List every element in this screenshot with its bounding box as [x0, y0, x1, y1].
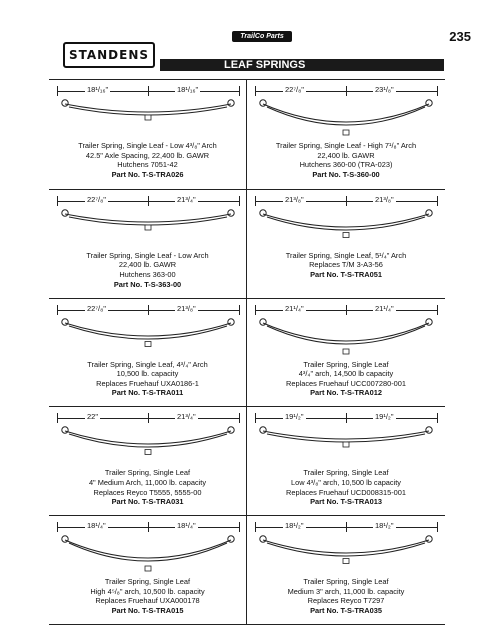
standens-logo: [63, 42, 155, 68]
dimension-line: [57, 84, 239, 98]
left-spring-eye: [260, 318, 266, 324]
end-tick: [255, 413, 256, 423]
spring-leaf-top: [65, 323, 231, 336]
spec-line: Low 4³/₈" arch, 10,500 lb capacity: [290, 477, 402, 487]
spring-item: [49, 80, 247, 189]
spring-item: [49, 406, 247, 515]
leaf-spring-drawing: [255, 534, 437, 574]
spec-line: Hutchens 7051-42: [117, 160, 178, 170]
center-bolt: [343, 232, 349, 237]
center-bolt: [145, 566, 151, 571]
left-spring-eye: [62, 100, 68, 106]
right-spring-eye: [228, 210, 234, 216]
leaf-spring-drawing: [57, 425, 239, 465]
right-spring-eye: [228, 318, 234, 324]
leaf-spring-drawing: [255, 317, 437, 357]
spring-item: [49, 298, 247, 407]
spring-item: [247, 80, 445, 189]
part-number: Part No. T-S-TRA013: [310, 497, 382, 507]
spec-line: 10,500 lb. capacity: [116, 369, 179, 379]
spring-leaf-bottom: [267, 217, 425, 230]
spring-item: [247, 189, 445, 298]
leaf-spring-drawing: [57, 208, 239, 248]
spring-item: [49, 189, 247, 298]
spec-line: High 4⁵/₈" arch, 10,500 lb. capacity: [90, 586, 205, 596]
left-dimension: 22": [87, 412, 99, 422]
spec-line: 42.5" Axle Spacing, 22,400 lb. GAWR: [85, 150, 210, 160]
spring-description: [51, 360, 244, 398]
right-dimension: 23¹/₈": [375, 85, 394, 94]
spec-line: Trailer Spring, Single Leaf: [104, 468, 191, 478]
center-bolt: [343, 130, 349, 135]
right-dimension: 21³/₄": [177, 194, 196, 204]
left-dimension: 22⁷/₈": [285, 85, 304, 94]
spec-line: Replaces T/M 3-A3-56: [309, 260, 383, 270]
part-number: Part No. T-S-TRA026: [111, 169, 184, 179]
end-tick: [437, 413, 438, 423]
center-tick: [346, 413, 347, 423]
page-number: 235: [449, 29, 471, 44]
end-tick: [239, 522, 240, 532]
part-number: Part No. T-S-TRA031: [111, 497, 184, 507]
spring-description: [249, 360, 443, 398]
dimension-line: [57, 520, 239, 534]
end-tick: [239, 413, 240, 423]
right-dimension: 21³/₈": [375, 194, 394, 204]
right-spring-eye: [426, 100, 432, 106]
end-tick: [437, 86, 438, 96]
part-number: Part No. T-S-TRA011: [111, 388, 184, 398]
spec-line: Replaces Reyco T7297: [307, 596, 385, 606]
center-tick: [148, 305, 149, 315]
left-dimension: 18¹/₁₆": [87, 85, 109, 94]
leaf-spring-drawing: [57, 98, 239, 138]
center-tick: [148, 86, 149, 96]
spring-description: [249, 577, 443, 615]
end-tick: [255, 86, 256, 96]
spec-line: Trailer Spring, Single Leaf: [303, 359, 389, 369]
spec-line: Trailer Spring, Single Leaf - Low 4³/₈" Arch: [78, 141, 217, 150]
left-spring-eye: [260, 210, 266, 216]
end-tick: [255, 522, 256, 532]
spec-line: Medium 3" arch, 11,000 lb. capacity: [287, 586, 405, 596]
spring-leaf-bottom: [69, 326, 227, 339]
spec-line: Replaces Fruehauf UXA0186-1: [96, 378, 199, 388]
spring-description: [249, 141, 443, 179]
spring-item: [49, 515, 247, 624]
spec-line: Replaces Fruehauf UCD008315-001: [286, 487, 406, 497]
center-tick: [148, 196, 149, 206]
spec-line: Hutchens 360-00 (TRA-023): [299, 160, 393, 170]
section-header-bar: [160, 59, 444, 71]
part-number: Part No. T-S-TRA035: [310, 605, 382, 615]
right-dimension: 19¹/₂": [375, 412, 394, 422]
left-dimension: 22⁷/₈": [87, 303, 106, 313]
part-number: Part No. T-S-TRA012: [310, 388, 382, 398]
dimension-line: [57, 303, 239, 317]
part-number: Part No. T-S-TRA015: [111, 605, 184, 615]
center-tick: [148, 413, 149, 423]
right-spring-eye: [228, 427, 234, 433]
part-number: Part No. T-S-360-00: [312, 169, 380, 179]
end-tick: [57, 305, 58, 315]
spring-item: [247, 298, 445, 407]
end-tick: [437, 305, 438, 315]
center-bolt: [145, 225, 151, 230]
end-tick: [437, 522, 438, 532]
part-number: Part No. T-S-TRA051: [310, 269, 382, 279]
left-dimension: 18¹/₂": [285, 521, 304, 531]
right-spring-eye: [228, 536, 234, 542]
center-bolt: [145, 450, 151, 455]
spring-grid: [49, 79, 445, 625]
part-number: Part No. T-S-363-00: [113, 279, 182, 289]
center-tick: [148, 522, 149, 532]
spring-leaf-top: [263, 540, 429, 553]
left-dimension: 21¹/₄": [285, 303, 304, 313]
center-bolt: [145, 115, 151, 120]
dimension-line: [255, 194, 437, 208]
spec-line: Trailer Spring, Single Leaf - Low Arch: [86, 250, 209, 260]
spec-line: Trailer Spring, Single Leaf: [303, 468, 389, 478]
spec-line: 22,400 lb. GAWR: [317, 150, 375, 160]
left-dimension: 19¹/₂": [285, 412, 304, 422]
right-dimension: 18¹/₄": [177, 521, 196, 531]
left-spring-eye: [62, 427, 68, 433]
right-spring-eye: [426, 318, 432, 324]
end-tick: [239, 196, 240, 206]
center-bolt: [343, 349, 349, 354]
center-tick: [346, 305, 347, 315]
left-dimension: 18¹/₄": [87, 521, 106, 531]
spec-line: 4³/₄" arch, 14,500 lb capacity: [298, 369, 394, 379]
spec-line: Trailer Spring, Single Leaf, 5¹/₄" Arch: [285, 250, 407, 260]
end-tick: [57, 413, 58, 423]
spring-leaf-bottom: [69, 434, 227, 447]
spec-line: Replaces Fruehauf UCC007280-001: [286, 378, 406, 388]
center-tick: [346, 86, 347, 96]
spring-leaf-top: [263, 104, 429, 122]
spring-item: [247, 515, 445, 624]
spring-description: [51, 468, 244, 506]
spec-line: Hutchens 363-00: [119, 269, 176, 279]
center-bolt: [145, 341, 151, 346]
dimension-line: [255, 84, 437, 98]
spring-leaf-bottom: [267, 543, 425, 556]
standens-logo-text: STANDENS: [68, 48, 150, 62]
center-tick: [346, 196, 347, 206]
end-tick: [57, 196, 58, 206]
leaf-spring-drawing: [255, 208, 437, 248]
end-tick: [239, 305, 240, 315]
leaf-spring-drawing: [255, 425, 437, 465]
spec-line: Replaces Fruehauf UXA000178: [95, 596, 200, 606]
left-spring-eye: [260, 427, 266, 433]
left-spring-eye: [62, 536, 68, 542]
end-tick: [255, 196, 256, 206]
spec-line: Trailer Spring, Single Leaf: [104, 577, 191, 587]
right-dimension: 18¹/₂": [375, 521, 394, 531]
spring-leaf-top: [65, 540, 231, 558]
right-dimension: 21³/₄": [177, 412, 196, 422]
spring-leaf-top: [65, 431, 231, 444]
left-spring-eye: [62, 210, 68, 216]
dimension-line: [255, 520, 437, 534]
left-dimension: 22⁷/₈": [87, 194, 106, 204]
center-bolt: [343, 559, 349, 564]
end-tick: [255, 305, 256, 315]
left-spring-eye: [62, 318, 68, 324]
leaf-spring-drawing: [255, 98, 437, 138]
center-tick: [346, 522, 347, 532]
spec-line: 22,400 lb. GAWR: [118, 260, 177, 270]
spec-line: Trailer Spring, Single Leaf: [303, 577, 389, 587]
right-dimension: 21¹/₄": [375, 303, 394, 313]
spring-item: [247, 406, 445, 515]
right-dimension: 18¹/₁₆": [177, 85, 199, 94]
section-title: LEAF SPRINGS: [224, 59, 306, 71]
spring-description: [51, 141, 244, 179]
dimension-line: [255, 411, 437, 425]
left-spring-eye: [260, 100, 266, 106]
left-dimension: 21³/₈": [285, 194, 304, 204]
end-tick: [239, 86, 240, 96]
end-tick: [437, 196, 438, 206]
center-bolt: [343, 442, 349, 447]
spring-description: [51, 251, 244, 289]
dimension-line: [57, 411, 239, 425]
end-tick: [57, 86, 58, 96]
spring-description: [249, 251, 443, 280]
spring-leaf-top: [263, 323, 429, 341]
right-spring-eye: [228, 100, 234, 106]
spring-description: [249, 468, 443, 506]
right-spring-eye: [426, 536, 432, 542]
leaf-spring-drawing: [57, 534, 239, 574]
right-spring-eye: [426, 427, 432, 433]
end-tick: [57, 522, 58, 532]
dimension-line: [255, 303, 437, 317]
left-spring-eye: [260, 536, 266, 542]
spec-line: Replaces Reyco T5555, 5555-00: [93, 487, 202, 497]
spec-line: 4" Medium Arch, 11,000 lb. capacity: [88, 477, 207, 487]
spring-description: [51, 577, 244, 615]
spec-line: Trailer Spring, Single Leaf - High 7¹/₈" Arch: [275, 141, 417, 150]
leaf-spring-drawing: [57, 317, 239, 357]
spring-leaf-top: [263, 214, 429, 227]
trailco-logo: TrailCo Parts: [232, 31, 292, 42]
dimension-line: [57, 194, 239, 208]
right-dimension: 21³/₈": [177, 303, 196, 313]
right-spring-eye: [426, 210, 432, 216]
spec-line: Trailer Spring, Single Leaf, 4³/₄" Arch: [87, 359, 208, 369]
